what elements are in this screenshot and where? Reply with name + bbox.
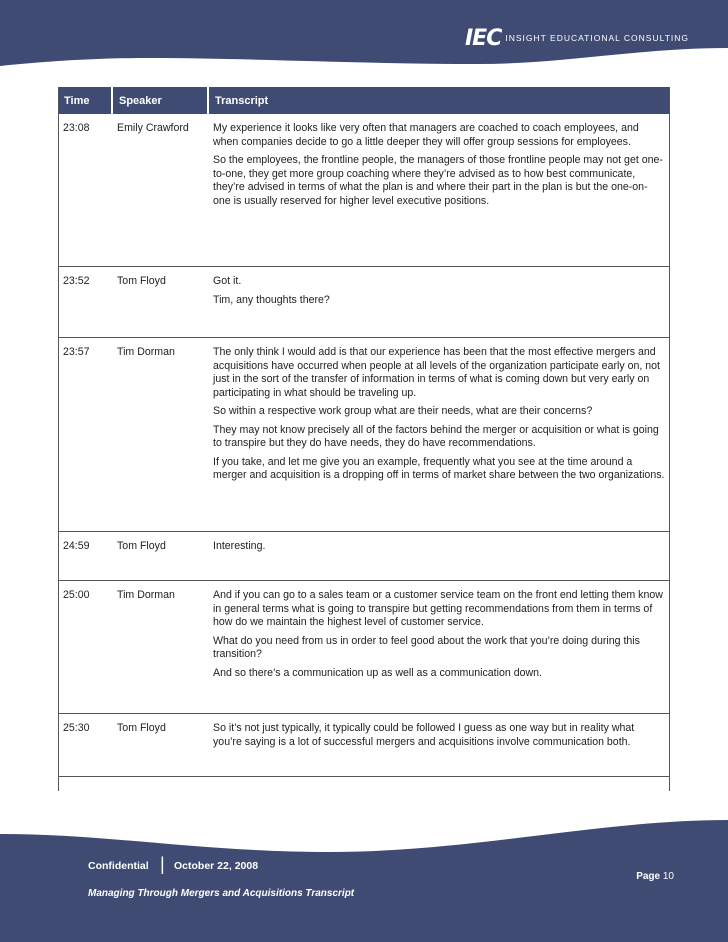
footer-document-title: Managing Through Mergers and Acquisitions Transcript (88, 888, 355, 899)
time-cell: 25:00 (58, 581, 112, 714)
transcript-paragraph: And so there’s a communication up as well as a communication down. (213, 666, 542, 679)
transcript-cell (208, 114, 670, 267)
column-header-transcript: Transcript (208, 87, 670, 114)
table-row (58, 338, 670, 532)
speaker-cell: Tom Floyd (112, 532, 208, 581)
speaker-cell: Tom Floyd (112, 267, 208, 338)
transcript-paragraph: The only think I would add is that our experience has been that the most effective mergers and acquisitions have occurred when people at all levels of the organization participate early on, not just in the sort of the transfer of information in terms of what is coming down but very early on participating in what should be traveling up. (213, 346, 660, 399)
transcript-cell (208, 714, 670, 777)
time-cell: 24:59 (58, 532, 112, 581)
transcript-paragraph: Got it. (213, 275, 242, 287)
transcript-cell (208, 532, 670, 581)
footer-separator: | (160, 854, 165, 874)
table-row (58, 114, 670, 267)
table-row (58, 714, 670, 777)
table-row (58, 581, 670, 714)
table-row (58, 532, 670, 581)
transcript-paragraph: If you take, and let me give you an example, frequently what you see at the time around a merger and acquisition is a dropping off in terms of market share between the two organizations. (213, 455, 665, 481)
footer-band (0, 812, 728, 942)
transcript-paragraph: What do you need from us in order to feel good about the work that you’re doing during this transition? (213, 634, 640, 660)
time-cell: 23:52 (58, 267, 112, 338)
footer-confidential: Confidential (88, 860, 149, 872)
transcript-paragraph: They may not know precisely all of the factors behind the merger or acquisition or what is going to transpire but they do have needs, they do have recommendations. (213, 423, 659, 449)
logo-text: INSIGHT EDUCATIONAL CONSULTING (505, 33, 690, 43)
speaker-cell: Tim Dorman (112, 581, 208, 714)
time-cell: 23:57 (58, 338, 112, 532)
column-header-time: Time (58, 87, 112, 114)
time-cell: 23:08 (58, 114, 112, 267)
page-label: Page (636, 871, 661, 882)
logo-mark: IEC (465, 25, 502, 51)
speaker-cell: Tim Dorman (112, 338, 208, 532)
transcript-paragraph: So the employees, the frontline people, the managers of those frontline people may not get one-to-one, they get more group coaching where they’re advised as to how best communicate, they’re advised in terms of what the plan is and where their part in the plan is but the one-on-one is usually reserved for higher level executive positions. (213, 154, 663, 207)
transcript-paragraph: So within a respective work group what are their needs, what are their concerns? (213, 405, 593, 417)
footer-page-indicator (636, 871, 674, 882)
table-row (58, 267, 670, 338)
speaker-cell: Emily Crawford (112, 114, 208, 267)
transcript-paragraph: Interesting. (213, 540, 266, 552)
table-header-row (58, 87, 670, 114)
transcript-paragraph: So it’s not just typically, it typically could be followed I guess as one way but in reality what you’re saying is a lot of successful mergers and acquisitions involve communication both. (213, 722, 635, 748)
company-logo (465, 26, 689, 50)
transcript-cell (208, 267, 670, 338)
transcript-table (58, 87, 670, 777)
speaker-cell: Tom Floyd (112, 714, 208, 777)
transcript-cell (208, 581, 670, 714)
transcript-paragraph: My experience it looks like very often that managers are coached to coach employees, and when companies decide to go a little deeper they will offer group sessions for employees. (213, 122, 639, 148)
footer-date: October 22, 2008 (174, 860, 259, 872)
transcript-paragraph: And if you can go to a sales team or a customer service team on the front end letting them know in general terms what is going to transpire but getting recommendations from them in terms of how do we maintain the highest level of customer service. (213, 589, 663, 628)
page-number: 10 (662, 871, 674, 882)
transcript-paragraph: Tim, any thoughts there? (213, 293, 330, 306)
transcript-cell (208, 338, 670, 532)
transcript-table-container (58, 87, 670, 777)
time-cell: 25:30 (58, 714, 112, 777)
column-header-speaker: Speaker (112, 87, 208, 114)
